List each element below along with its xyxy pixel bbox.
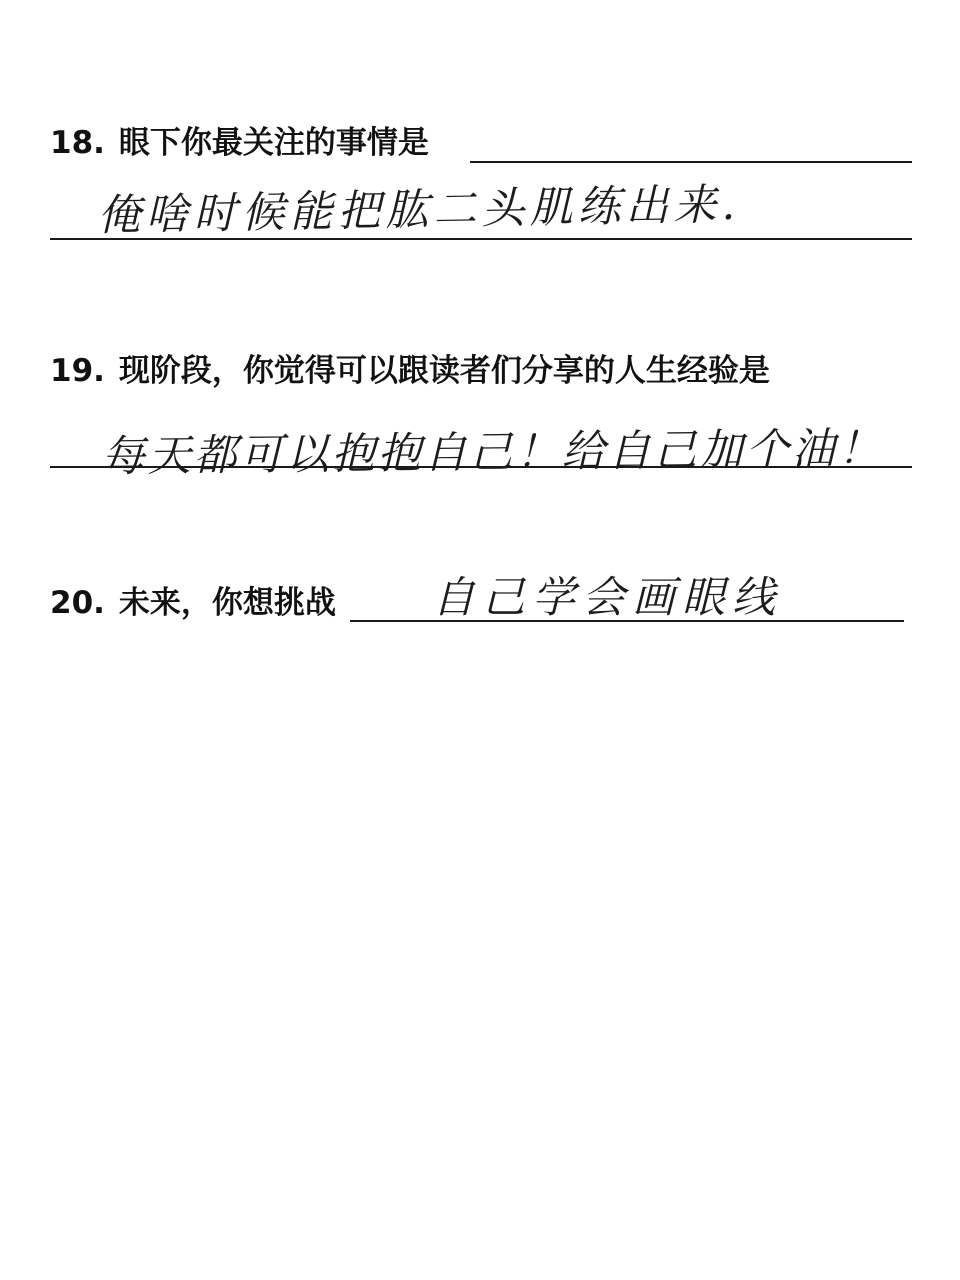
handwritten-answer-20: 自己学会画眼线 xyxy=(432,573,782,623)
answer-line-18-first xyxy=(470,161,912,163)
question-20 xyxy=(50,585,336,621)
answer-line-20 xyxy=(350,620,904,622)
question-18 xyxy=(50,125,429,161)
question-19 xyxy=(50,353,770,389)
question-19-prompt: 现阶段，你觉得可以跟读者们分享的人生经验是 xyxy=(118,353,770,389)
question-18-number: 18. xyxy=(50,125,105,161)
question-20-prompt: 未来，你想挑战 xyxy=(118,585,336,621)
handwritten-answer-18: 俺啥时候能把肱二头肌练出来. xyxy=(97,179,741,242)
handwritten-answer-19: 每天都可以抱抱自己！给自己加个油！ xyxy=(101,423,884,483)
answer-line-19 xyxy=(50,466,912,468)
question-19-number: 19. xyxy=(50,353,105,389)
question-18-prompt: 眼下你最关注的事情是 xyxy=(118,125,429,161)
answer-line-18-second xyxy=(50,238,912,240)
question-20-number: 20. xyxy=(50,585,105,621)
